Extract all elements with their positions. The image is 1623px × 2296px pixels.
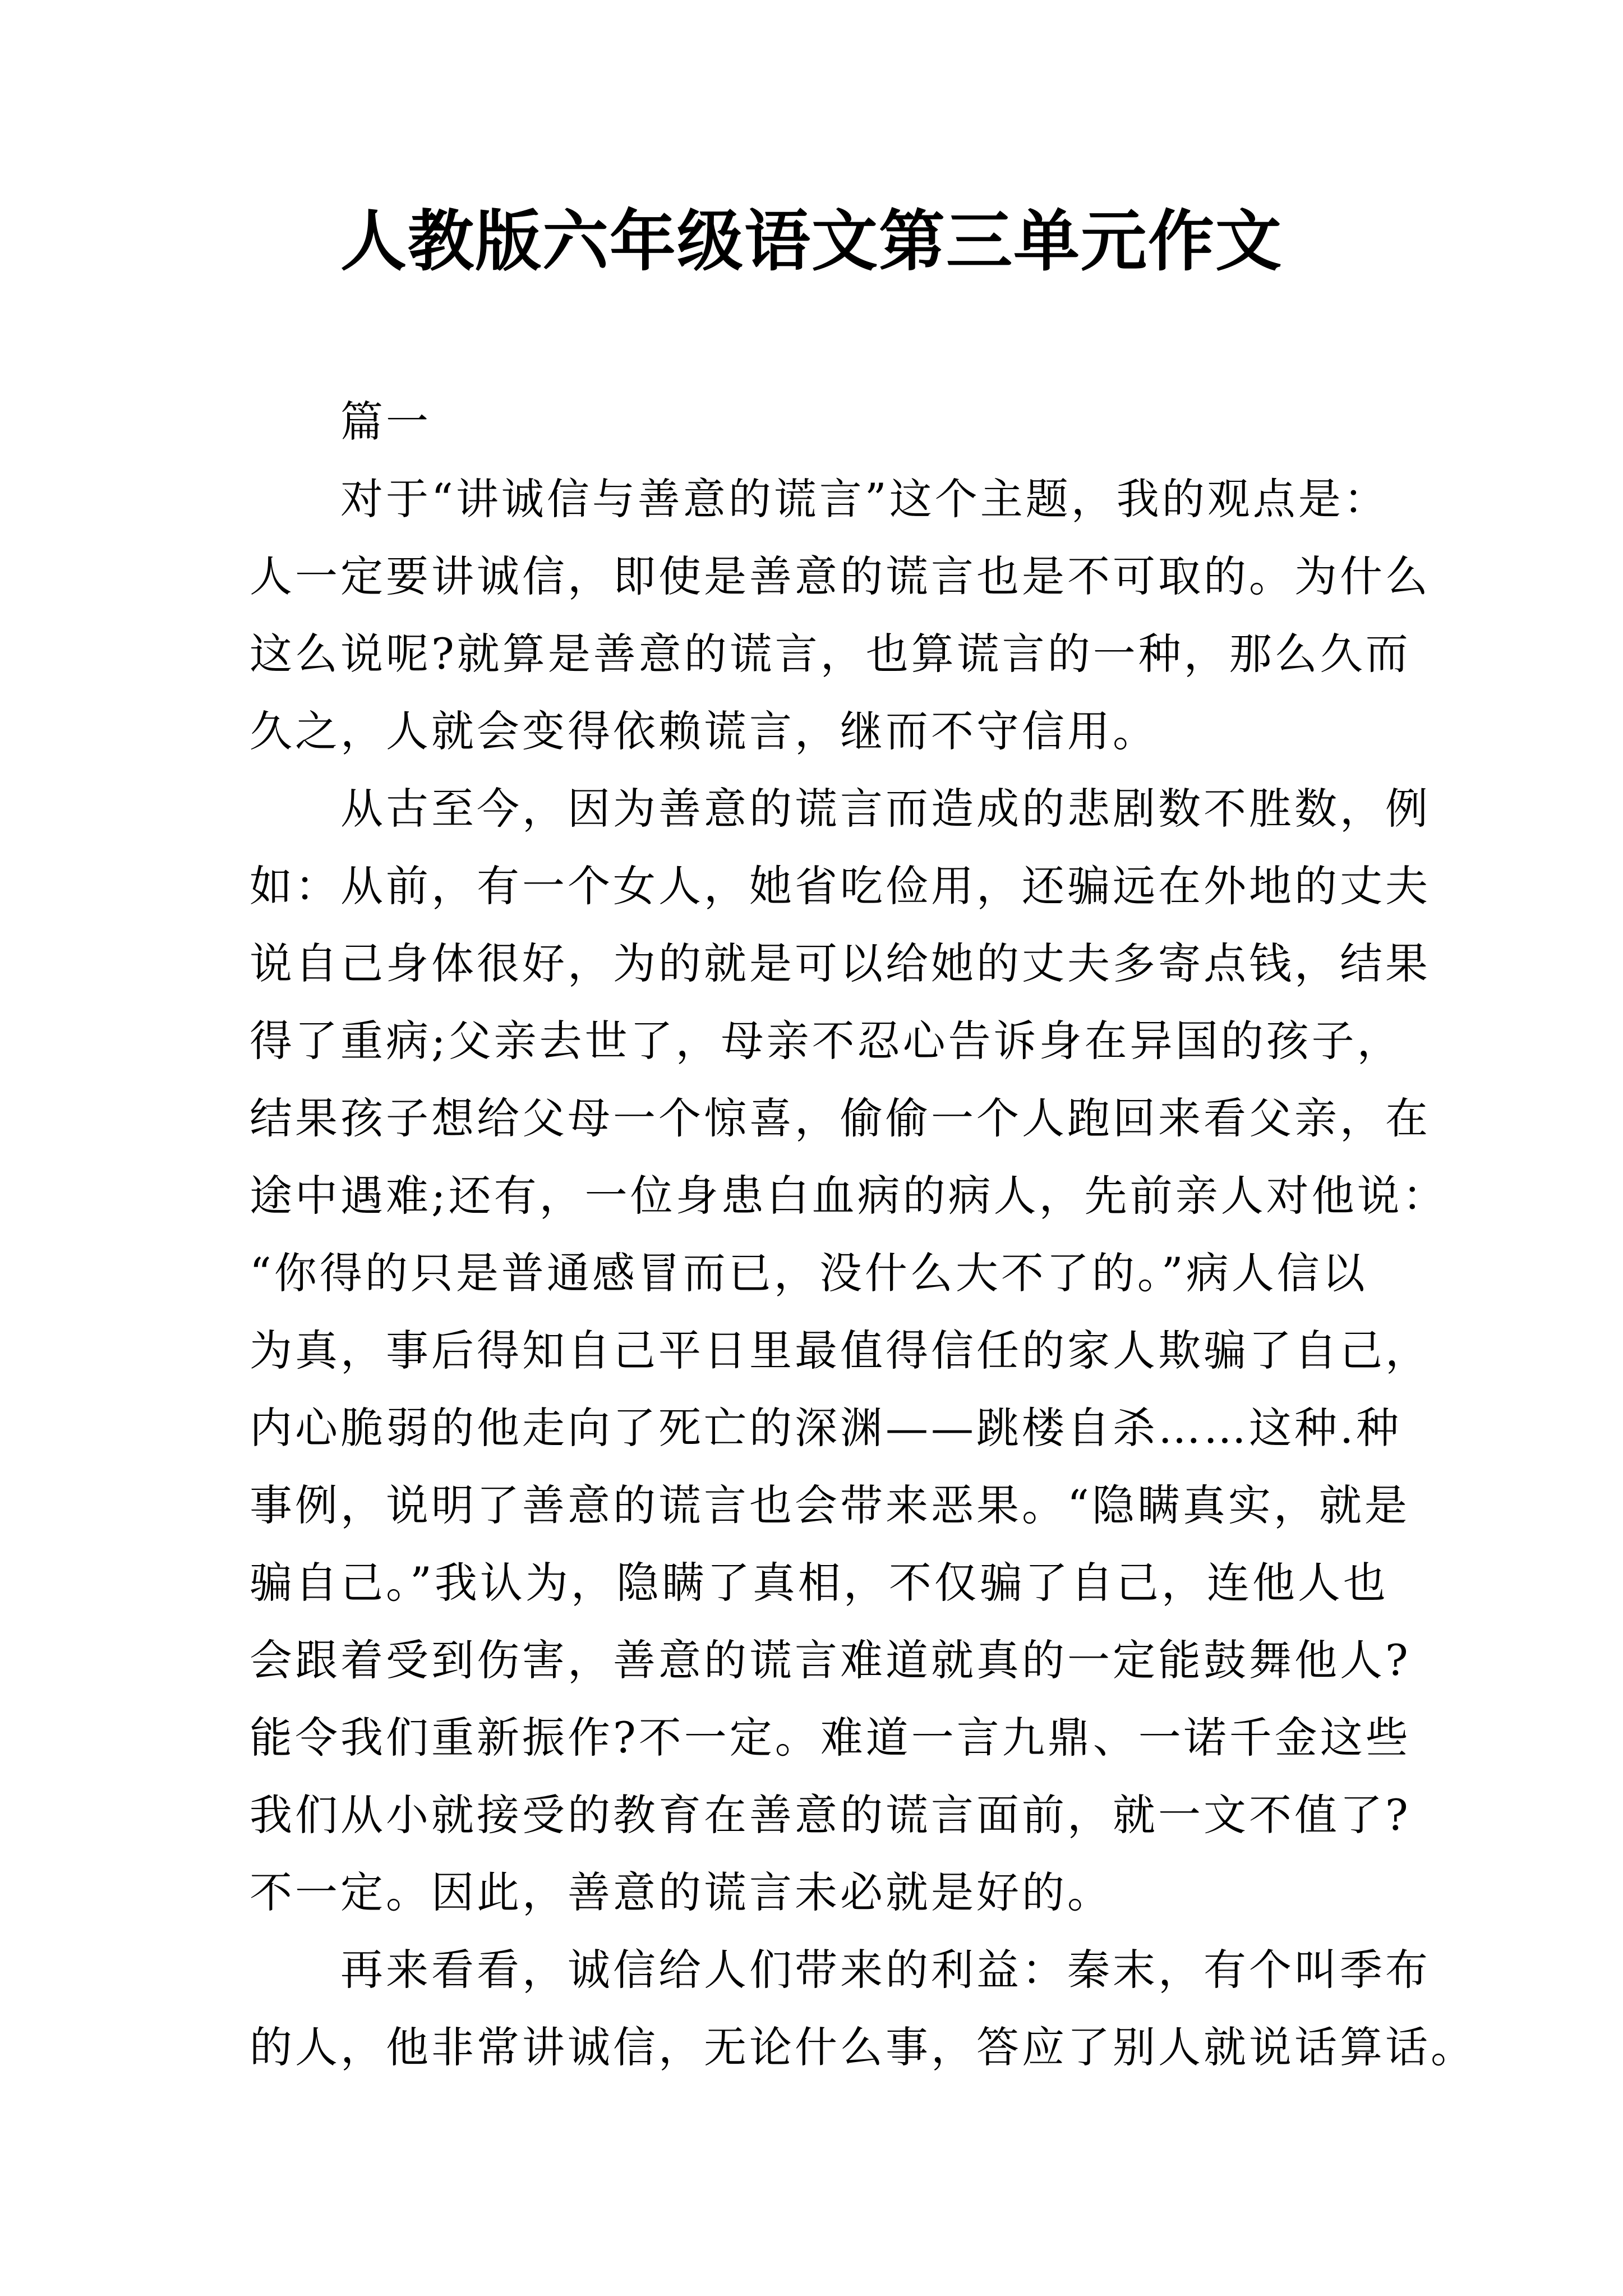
paragraph-line: 如：从前，有一个女人，她省吃俭用，还骗远在外地的丈夫 xyxy=(250,861,1431,911)
paragraph-line: 人一定要讲诚信，即使是善意的谎言也是不可取的。为什么 xyxy=(250,551,1431,601)
paragraph-line: 的人，他非常讲诚信，无论什么事，答应了别人就说话算话。 xyxy=(250,2022,1476,2072)
paragraph-line: 事例，说明了善意的谎言也会带来恶果。“隐瞒真实，就是 xyxy=(250,1480,1410,1530)
paragraph-line: “你得的只是普通感冒而已，没什么大不了的。”病人信以 xyxy=(250,1248,1368,1298)
paragraph-line: 我们从小就接受的教育在善意的谎言面前，就一文不值了? xyxy=(250,1790,1411,1840)
paragraph-line: 对于“讲诚信与善意的谎言”这个主题，我的观点是： xyxy=(340,474,1389,524)
paragraph-line: 这么说呢?就算是善意的谎言，也算谎言的一种，那么久而 xyxy=(250,629,1411,679)
paragraph-line: 内心脆弱的他走向了死亡的深渊——跳楼自杀……这种.种 xyxy=(250,1403,1402,1453)
paragraph-line: 途中遇难;还有，一位身患白血病的病人，先前亲人对他说： xyxy=(250,1171,1448,1221)
paragraph-line: 会跟着受到伤害，善意的谎言难道就真的一定能鼓舞他人? xyxy=(250,1635,1411,1685)
document-title: 人教版六年级语文第三单元作文 xyxy=(340,202,1283,280)
paragraph-line: 结果孩子想给父母一个惊喜，偷偷一个人跑回来看父亲，在 xyxy=(250,1093,1431,1143)
paragraph-line: 不一定。因此，善意的谎言未必就是好的。 xyxy=(250,1867,1113,1917)
paragraph-line: 得了重病;父亲去世了，母亲不忍心告诉身在异国的孩子， xyxy=(250,1016,1403,1066)
section-heading: 篇一 xyxy=(340,397,431,447)
paragraph-line: 从古至今，因为善意的谎言而造成的悲剧数不胜数，例 xyxy=(340,784,1431,834)
paragraph-line: 为真，事后得知自己平日里最值得信任的家人欺骗了自己， xyxy=(250,1326,1431,1375)
paragraph-line: 骗自己。”我认为，隐瞒了真相，不仅骗了自己，连他人也 xyxy=(250,1558,1389,1608)
paragraph-line: 能令我们重新振作?不一定。难道一言九鼎、一诺千金这些 xyxy=(250,1713,1411,1763)
paragraph-line: 再来看看，诚信给人们带来的利益：秦末，有个叫季布 xyxy=(340,1945,1431,1995)
document-body xyxy=(250,383,1476,2086)
paragraph-line: 说自己身体很好，为的就是可以给她的丈夫多寄点钱，结果 xyxy=(250,938,1431,988)
paragraph-line: 久之，人就会变得依赖谎言，继而不守信用。 xyxy=(250,706,1158,756)
